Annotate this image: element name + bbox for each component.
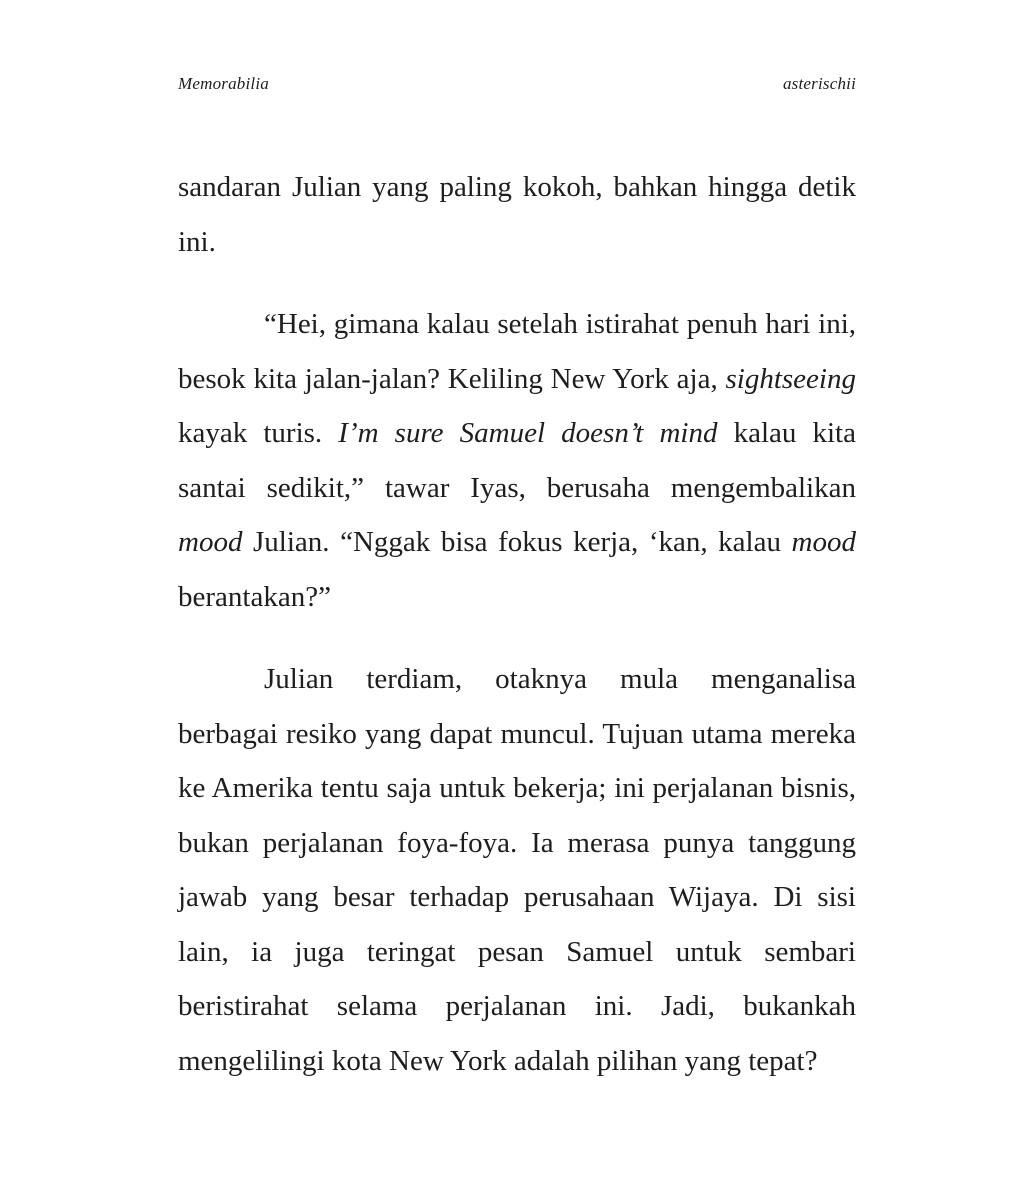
italic-text: mood bbox=[178, 526, 243, 558]
text-run: sandaran Julian yang paling kokoh, bahkan hingga detik ini. bbox=[178, 171, 856, 258]
text-run: “Hei, gimana kalau setelah istirahat penuh hari ini, besok kita jalan-jalan? Keliling New York aja, bbox=[178, 308, 856, 395]
paragraph bbox=[178, 160, 856, 269]
text-run: Julian terdiam, otaknya mula menganalisa berbagai resiko yang dapat muncul. Tujuan utama mereka ke Amerika tentu saja untuk bekerja; ini perjalanan bisnis, bukan perjalanan foya-foya. Ia merasa punya tanggung jawab yang besar terhadap perusahaan Wijaya. Di sisi lain, ia juga teringat pesan Samuel untuk sembari beristirahat selama perjalanan ini. Jadi, bukankah mengelilingi kota New York adalah pilihan yang tepat? bbox=[178, 663, 856, 1077]
italic-text: sightseeing bbox=[725, 362, 856, 395]
running-header bbox=[178, 74, 856, 94]
paragraph bbox=[178, 652, 856, 1088]
text-run: berantakan?” bbox=[178, 580, 331, 613]
text-run: kayak turis. bbox=[178, 417, 339, 449]
text-run: Julian. “Nggak bisa fokus kerja, ‘kan, kalau bbox=[242, 526, 792, 558]
text-run: kalau kita santai sedikit,” tawar Iyas, berusaha mengembalikan bbox=[178, 417, 856, 504]
italic-text: mood bbox=[791, 526, 856, 558]
italic-text: I’m sure Samuel doesn’t mind bbox=[338, 417, 718, 449]
paragraph bbox=[178, 297, 856, 624]
body-text bbox=[178, 160, 856, 1088]
book-title: Memorabilia bbox=[178, 74, 269, 93]
author-name: asterischii bbox=[782, 74, 856, 93]
